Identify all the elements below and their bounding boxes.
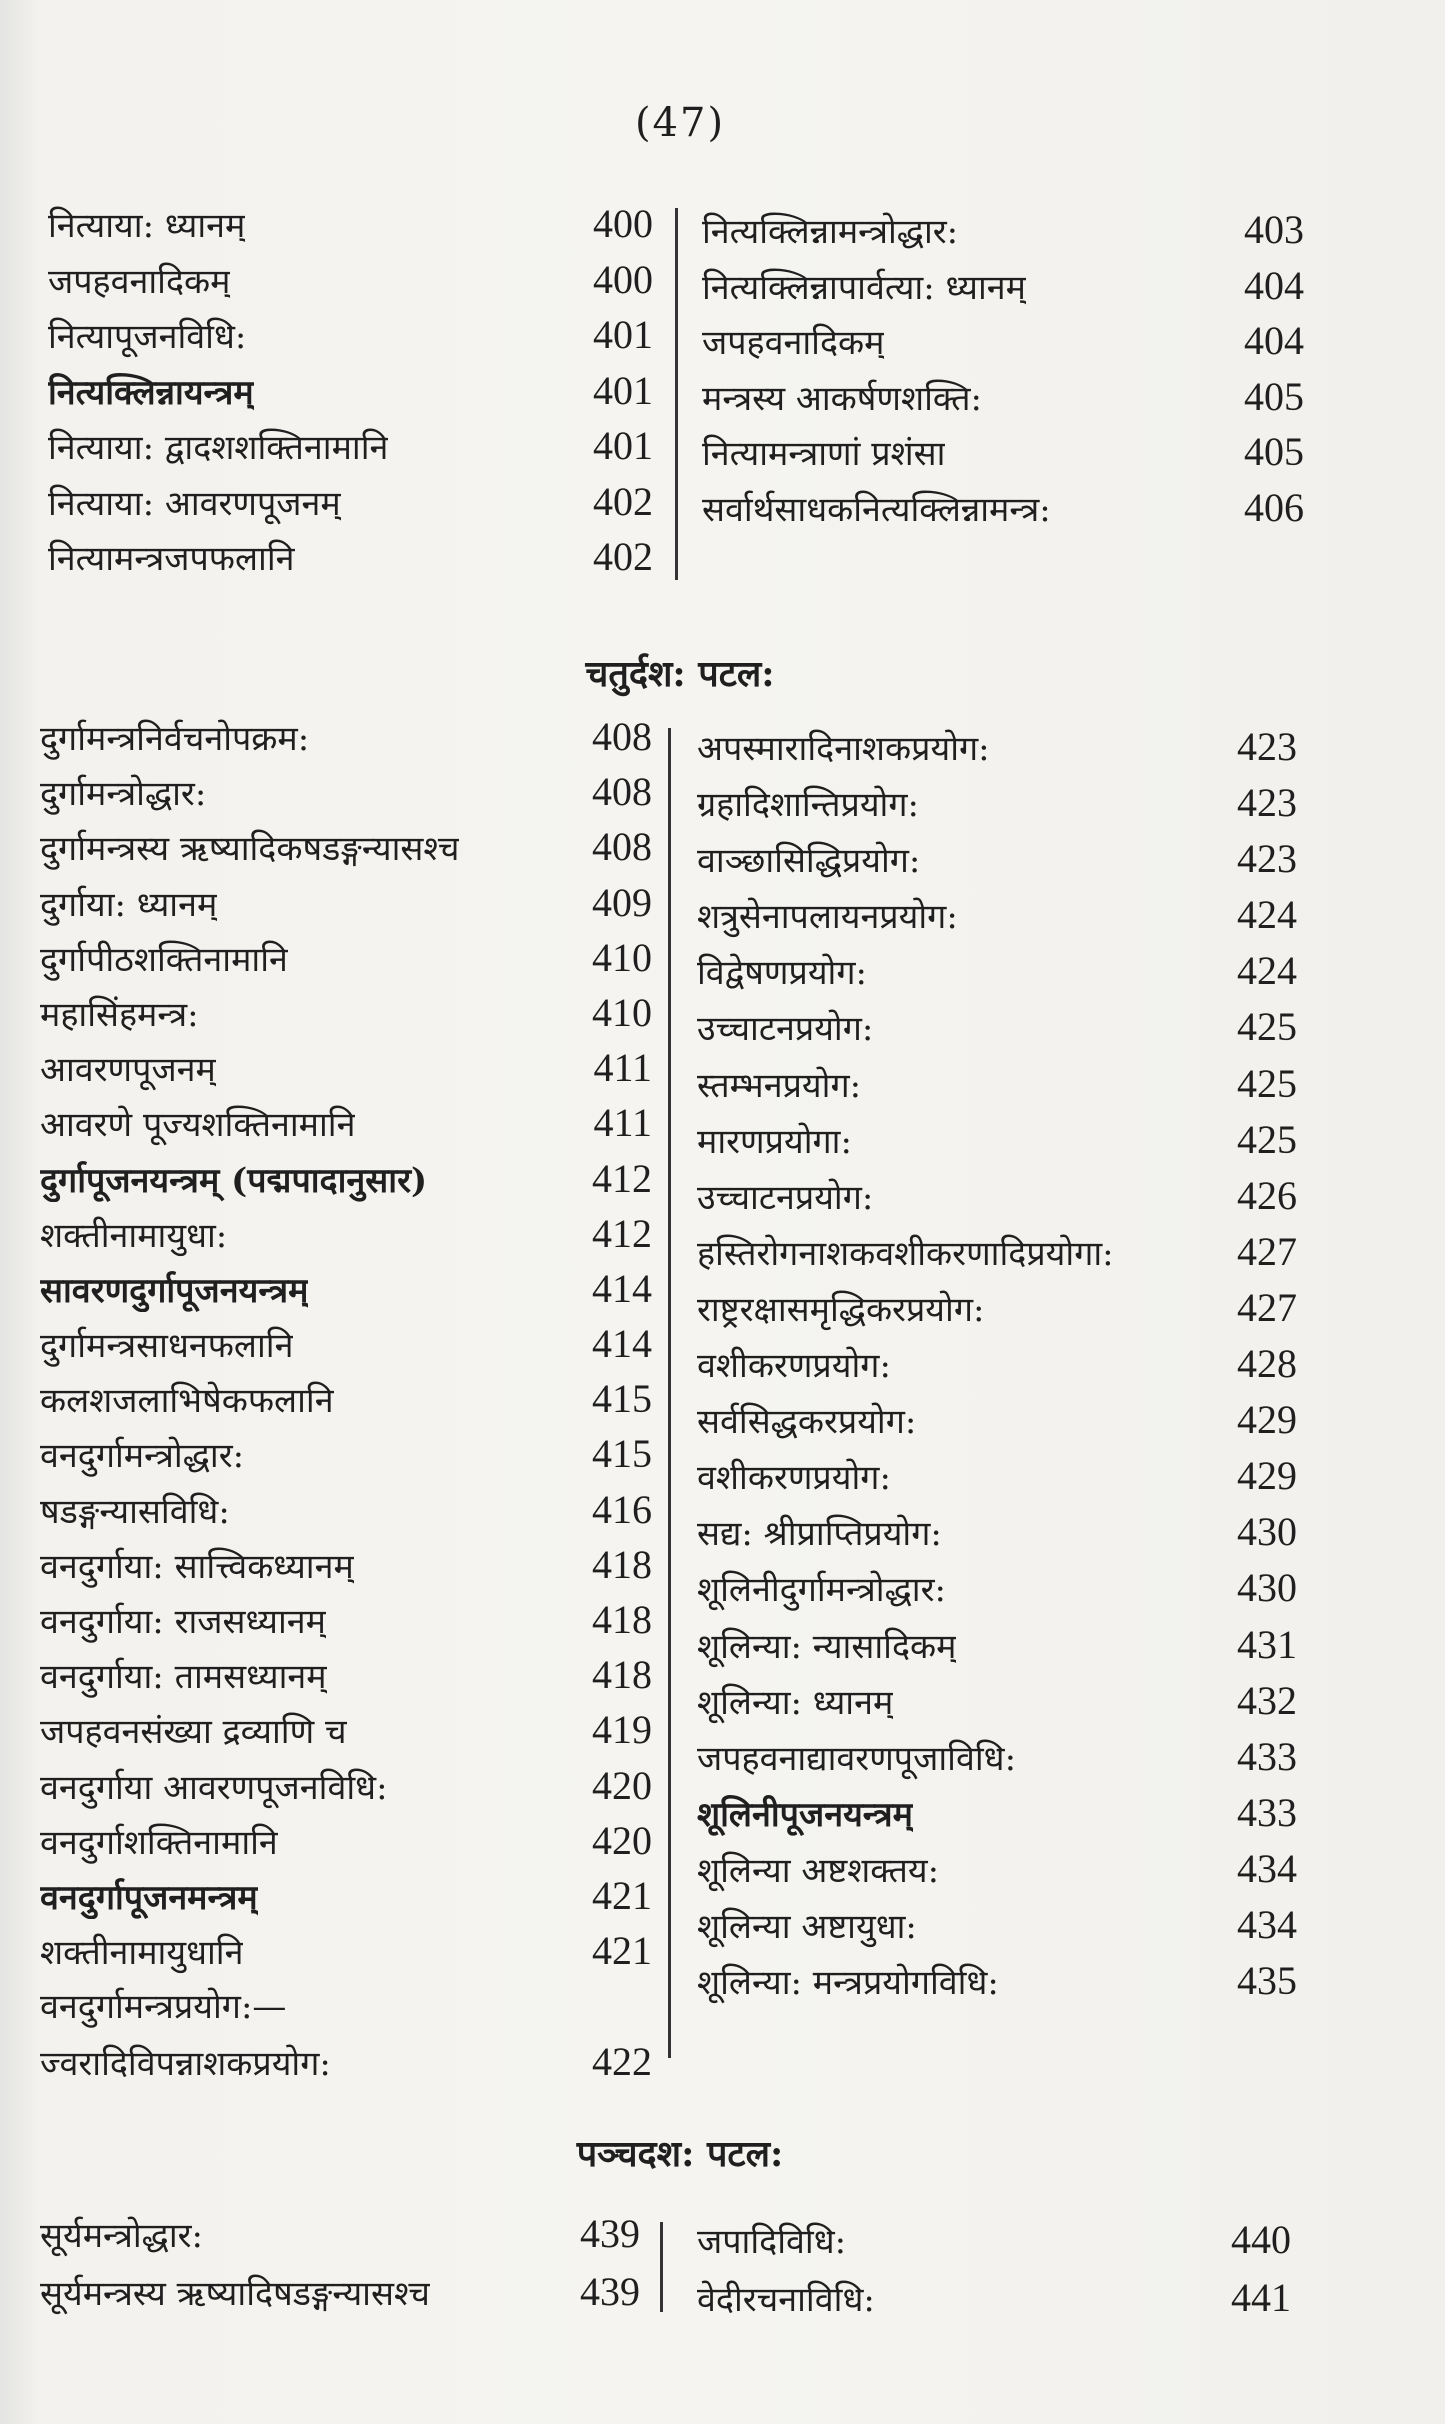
toc-entry xyxy=(697,2274,1291,2332)
column-divider xyxy=(675,208,678,580)
toc-entry-page: 418 xyxy=(592,1652,652,1698)
toc-entry-title: नित्यामन्त्रजपफलानि xyxy=(48,539,295,579)
toc-entry-page: 439 xyxy=(580,2211,640,2256)
toc-entry-page: 434 xyxy=(1237,1845,1297,1891)
toc-entry-page: 423 xyxy=(1237,780,1297,826)
toc-entry-title: मन्त्रस्य आकर्षणशक्ति: xyxy=(702,378,982,419)
toc-entry xyxy=(40,1155,652,1210)
toc-entry-page: 402 xyxy=(593,478,653,524)
toc-entry xyxy=(40,1872,652,1927)
toc-entry-title: महासिंहमन्त्र: xyxy=(40,994,199,1035)
toc-entry xyxy=(697,2216,1291,2274)
toc-entry-title: वनदुर्गाशक्तिनामानि xyxy=(40,1822,278,1863)
toc-entry xyxy=(40,2210,640,2268)
toc-entry xyxy=(48,200,653,256)
toc-entry-title: नित्याया: ध्यानम् xyxy=(48,206,246,246)
toc-entry-page: 408 xyxy=(592,769,652,815)
toc-entry-page: 430 xyxy=(1237,1509,1297,1555)
toc-entry-page: 414 xyxy=(592,1321,652,1367)
toc-entry xyxy=(697,1228,1297,1284)
toc-entry-page: 423 xyxy=(1237,724,1297,769)
toc-entry xyxy=(697,1508,1297,1564)
toc-entry-page: 428 xyxy=(1237,1341,1297,1387)
toc-entry-title: नित्यापूजनविधि: xyxy=(48,317,247,357)
toc-entry-title: नित्यक्लिन्नायन्त्रम् xyxy=(48,372,254,413)
toc-entry-page: 410 xyxy=(592,934,652,980)
toc-entry xyxy=(48,533,653,589)
toc-entry-title: शूलिन्या: न्यासादिकम् xyxy=(697,1626,957,1667)
toc-entry-title: स्तम्भनप्रयोग: xyxy=(697,1065,862,1106)
toc-entry xyxy=(40,1541,652,1596)
toc-entry-page: 424 xyxy=(1237,948,1297,994)
toc-entry-title: दुर्गामन्त्रनिर्वचनोपक्रम: xyxy=(40,719,310,759)
toc-entry xyxy=(697,1284,1297,1340)
toc-entry-title: नित्याया: द्वादशशक्तिनामानि xyxy=(48,428,389,468)
toc-entry-page: 415 xyxy=(592,1431,652,1477)
toc-entry xyxy=(697,835,1297,891)
toc-entry-page: 409 xyxy=(592,879,652,925)
toc-entry-page: 402 xyxy=(593,534,653,579)
toc-entry-page: 425 xyxy=(1237,1060,1297,1106)
toc-entry xyxy=(40,1706,652,1761)
toc-entry-title: वनदुर्गामन्त्रप्रयोग:— xyxy=(40,1987,287,2028)
toc-entry-title: जपहवनसंख्या द्रव्याणि च xyxy=(40,1712,347,1753)
toc-entry-page: 439 xyxy=(580,2269,640,2314)
page-number: (47) xyxy=(634,100,726,146)
toc-entry-title: नित्यामन्त्राणां प्रशंसा xyxy=(702,434,946,474)
toc-entry-title: वेदीरचनाविधि: xyxy=(697,2280,875,2320)
toc-entry-page: 440 xyxy=(1231,2217,1291,2262)
toc-entry-title: ग्रहादिशान्तिप्रयोग: xyxy=(697,785,919,826)
toc-entry xyxy=(697,1733,1297,1789)
toc-entry xyxy=(697,1116,1297,1172)
toc-entry xyxy=(40,989,652,1044)
toc-entry-page: 411 xyxy=(593,1100,652,1146)
toc-entry-page: 433 xyxy=(1237,1733,1297,1779)
toc-entry-page: 431 xyxy=(1237,1621,1297,1667)
toc-entry-title: सर्वसिद्धकरप्रयोग: xyxy=(697,1402,917,1443)
toc-entry xyxy=(40,1320,652,1375)
toc-entry-page: 415 xyxy=(592,1376,652,1422)
toc-entry-page: 406 xyxy=(1244,484,1304,530)
toc-entry-title: राष्ट्ररक्षासमृद्धिकरप्रयोग: xyxy=(697,1289,985,1330)
toc-entry-page: 416 xyxy=(592,1486,652,1532)
toc-entry-page: 427 xyxy=(1237,1284,1297,1330)
toc-entry xyxy=(40,1430,652,1485)
toc-column-left xyxy=(40,713,652,2093)
toc-entry-page: 430 xyxy=(1237,1565,1297,1611)
toc-entry-title: मारणप्रयोगा: xyxy=(697,1121,852,1162)
column-divider xyxy=(668,728,671,2058)
toc-entry-title: वाञ्छासिद्धिप्रयोग: xyxy=(697,841,921,882)
toc-entry-title: सर्वार्थसाधकनित्यक्लिन्नामन्त्र: xyxy=(702,489,1051,530)
toc-entry-page: 432 xyxy=(1237,1677,1297,1723)
toc-entry xyxy=(40,1265,652,1320)
toc-entry-title: दुर्गामन्त्रोद्धार: xyxy=(40,774,207,815)
toc-entry-page: 400 xyxy=(593,256,653,302)
toc-entry xyxy=(40,1982,652,2037)
toc-entry-page: 405 xyxy=(1244,429,1304,474)
toc-entry-page: 412 xyxy=(592,1155,652,1201)
toc-entry-title: दुर्गापूजनयन्त्रम् (पद्मपादानुसार) xyxy=(40,1160,428,1201)
toc-entry-title: दुर्गाया: ध्यानम् xyxy=(40,884,218,925)
toc-entry xyxy=(40,1817,652,1872)
toc-entry xyxy=(697,1172,1297,1228)
toc-entry xyxy=(48,422,653,478)
toc-entry-title: वशीकरणप्रयोग: xyxy=(697,1346,891,1387)
section-heading: चतुर्दश: पटल: xyxy=(585,653,775,695)
toc-entry-title: आवरणे पूज्यशक्तिनामानि xyxy=(40,1105,356,1146)
toc-entry xyxy=(48,367,653,423)
toc-entry-page: 424 xyxy=(1237,892,1297,938)
toc-entry-title: सावरणदुर्गापूजनयन्त्रम् xyxy=(40,1270,309,1311)
toc-entry xyxy=(697,1396,1297,1452)
toc-entry-title: शत्रुसेनापलायनप्रयोग: xyxy=(697,897,958,938)
toc-entry xyxy=(697,1340,1297,1396)
toc-entry-page: 411 xyxy=(593,1045,652,1091)
toc-entry xyxy=(697,779,1297,835)
toc-entry-title: वनदुर्गाया आवरणपूजनविधि: xyxy=(40,1767,388,1808)
toc-entry-page: 401 xyxy=(593,312,653,357)
toc-entry-title: वनदुर्गाया: सात्त्विकध्यानम् xyxy=(40,1546,354,1587)
toc-column-right xyxy=(702,206,1304,539)
toc-entry-page: 420 xyxy=(592,1762,652,1808)
toc-entry xyxy=(697,1677,1297,1733)
toc-entry-title: शक्तीनामायुधा: xyxy=(40,1215,228,1256)
toc-entry-title: जपहवनादिकम् xyxy=(702,323,885,363)
toc-entry xyxy=(697,1452,1297,1508)
toc-entry-title: कलशजलाभिषेकफलानि xyxy=(40,1381,334,1422)
toc-entry-page: 422 xyxy=(592,2038,652,2084)
toc-entry-page: 420 xyxy=(592,1817,652,1863)
toc-entry xyxy=(40,1375,652,1430)
toc-entry-title: शक्तीनामायुधानि xyxy=(40,1933,244,1974)
toc-entry-title: शूलिन्या: ध्यानम् xyxy=(697,1682,894,1723)
toc-entry xyxy=(697,1789,1297,1845)
toc-entry xyxy=(40,1486,652,1541)
toc-entry-page: 421 xyxy=(592,1928,652,1974)
toc-entry-page: 423 xyxy=(1237,836,1297,882)
toc-entry xyxy=(697,723,1297,779)
toc-entry-title: दुर्गामन्त्रस्य ऋष्यादिकषडङ्गन्यासश्च xyxy=(40,829,460,870)
toc-entry-page: 418 xyxy=(592,1597,652,1642)
toc-entry-page: 408 xyxy=(592,714,652,759)
toc-entry-title: नित्यक्लिन्नामन्त्रोद्धार: xyxy=(702,212,959,252)
toc-entry-page: 400 xyxy=(593,201,653,246)
toc-entry-title: सद्य: श्रीप्राप्तिप्रयोग: xyxy=(697,1514,942,1555)
toc-entry-title: जपहवनाद्यावरणपूजाविधि: xyxy=(697,1738,1017,1779)
toc-entry-page: 434 xyxy=(1237,1901,1297,1947)
toc-entry-title: वशीकरणप्रयोग: xyxy=(697,1458,891,1499)
toc-entry-page: 405 xyxy=(1244,373,1304,419)
toc-entry xyxy=(40,823,652,878)
toc-entry-page: 433 xyxy=(1237,1789,1297,1835)
toc-entry xyxy=(40,1210,652,1265)
toc-entry xyxy=(697,1003,1297,1059)
toc-entry xyxy=(40,1099,652,1154)
toc-entry xyxy=(40,1927,652,1982)
toc-entry-title: वनदुर्गापूजनमन्त्रम् xyxy=(40,1877,258,1918)
toc-entry-page: 429 xyxy=(1237,1397,1297,1443)
toc-entry xyxy=(40,1651,652,1706)
toc-entry-title: उच्चाटनप्रयोग: xyxy=(697,1009,874,1050)
toc-entry xyxy=(697,1957,1297,2013)
toc-entry-title: दुर्गापीठशक्तिनामानि xyxy=(40,939,288,980)
toc-entry-page: 425 xyxy=(1237,1004,1297,1050)
toc-entry-title: विद्वेषणप्रयोग: xyxy=(697,953,867,994)
toc-entry xyxy=(697,891,1297,947)
toc-entry-page: 441 xyxy=(1231,2275,1291,2320)
toc-entry xyxy=(697,1621,1297,1677)
toc-entry-title: वनदुर्गाया: राजसध्यानम् xyxy=(40,1602,327,1642)
toc-entry xyxy=(702,373,1304,429)
toc-entry xyxy=(697,1060,1297,1116)
toc-entry-page: 418 xyxy=(592,1541,652,1587)
toc-entry xyxy=(40,879,652,934)
toc-entry xyxy=(40,713,652,768)
toc-entry-title: शूलिन्या अष्टशक्तय: xyxy=(697,1850,940,1891)
toc-entry xyxy=(48,256,653,312)
toc-entry xyxy=(697,947,1297,1003)
toc-entry-title: जपहवनादिकम् xyxy=(48,261,231,302)
toc-entry xyxy=(40,1044,652,1099)
toc-entry-page: 401 xyxy=(593,423,653,468)
toc-entry-title: शूलिन्या अष्टायुधा: xyxy=(697,1906,917,1947)
toc-entry-page: 425 xyxy=(1237,1116,1297,1162)
toc-entry xyxy=(40,1762,652,1817)
toc-entry xyxy=(702,206,1304,262)
toc-entry-title: षडङ्गन्यासविधि: xyxy=(40,1491,230,1532)
toc-entry-title: सूर्यमन्त्रस्य ऋष्यादिषडङ्गन्यासश्च xyxy=(40,2274,431,2314)
toc-entry-title: वनदुर्गामन्त्रोद्धार: xyxy=(40,1436,245,1477)
toc-entry-page: 435 xyxy=(1237,1958,1297,2004)
toc-entry-page: 401 xyxy=(593,367,653,413)
toc-entry-page: 404 xyxy=(1244,262,1304,308)
toc-entry-page: 414 xyxy=(592,1265,652,1311)
toc-entry-title: वनदुर्गाया: तामसध्यानम् xyxy=(40,1657,327,1698)
toc-entry xyxy=(40,768,652,823)
toc-entry-title: नित्याया: आवरणपूजनम् xyxy=(48,483,341,524)
toc-entry-page: 426 xyxy=(1237,1172,1297,1218)
toc-entry-page: 412 xyxy=(592,1210,652,1256)
toc-entry-title: दुर्गामन्त्रसाधनफलानि xyxy=(40,1326,294,1367)
toc-column-left xyxy=(48,200,653,589)
toc-entry-title: शूलिनीपूजनयन्त्रम् xyxy=(697,1794,913,1835)
toc-entry-page: 421 xyxy=(592,1872,652,1918)
toc-entry xyxy=(40,934,652,989)
toc-entry xyxy=(40,2038,652,2093)
toc-entry xyxy=(702,428,1304,484)
toc-entry xyxy=(697,1845,1297,1901)
toc-entry xyxy=(40,1596,652,1651)
section-heading: पञ्चदश: पटल: xyxy=(576,2133,784,2175)
toc-entry-page: 429 xyxy=(1237,1453,1297,1499)
column-divider xyxy=(660,2222,663,2312)
toc-entry-title: जपादिविधि: xyxy=(697,2222,847,2262)
toc-entry-title: सूर्यमन्त्रोद्धार: xyxy=(40,2216,203,2256)
toc-column-right xyxy=(697,2216,1291,2332)
toc-entry-title: आवरणपूजनम् xyxy=(40,1050,216,1091)
toc-entry xyxy=(702,317,1304,373)
toc-entry-page: 419 xyxy=(592,1707,652,1753)
toc-entry xyxy=(697,1564,1297,1620)
toc-entry-page: 427 xyxy=(1237,1228,1297,1274)
toc-entry xyxy=(48,478,653,534)
toc-entry-title: हस्तिरोगनाशकवशीकरणादिप्रयोगा: xyxy=(697,1233,1114,1274)
toc-entry-title: नित्यक्लिन्नापार्वत्या: ध्यानम् xyxy=(702,267,1027,308)
toc-entry-title: शूलिन्या: मन्त्रप्रयोगविधि: xyxy=(697,1963,999,2004)
toc-entry-title: उच्चाटनप्रयोग: xyxy=(697,1177,874,1218)
toc-entry-title: अपस्मारादिनाशकप्रयोग: xyxy=(697,729,990,769)
toc-entry xyxy=(702,484,1304,540)
toc-entry-page: 408 xyxy=(592,824,652,870)
toc-entry xyxy=(40,2268,640,2326)
toc-entry-title: ज्वरादिविपन्नाशकप्रयोग: xyxy=(40,2043,331,2084)
toc-entry xyxy=(697,1901,1297,1957)
toc-entry xyxy=(702,262,1304,318)
toc-entry-page: 403 xyxy=(1244,207,1304,252)
toc-column-left xyxy=(40,2210,640,2326)
toc-entry xyxy=(48,311,653,367)
toc-entry-title: शूलिनीदुर्गामन्त्रोद्धार: xyxy=(697,1570,946,1611)
toc-entry-page: 404 xyxy=(1244,318,1304,363)
toc-column-right xyxy=(697,723,1297,2013)
toc-entry-page: 410 xyxy=(592,989,652,1035)
